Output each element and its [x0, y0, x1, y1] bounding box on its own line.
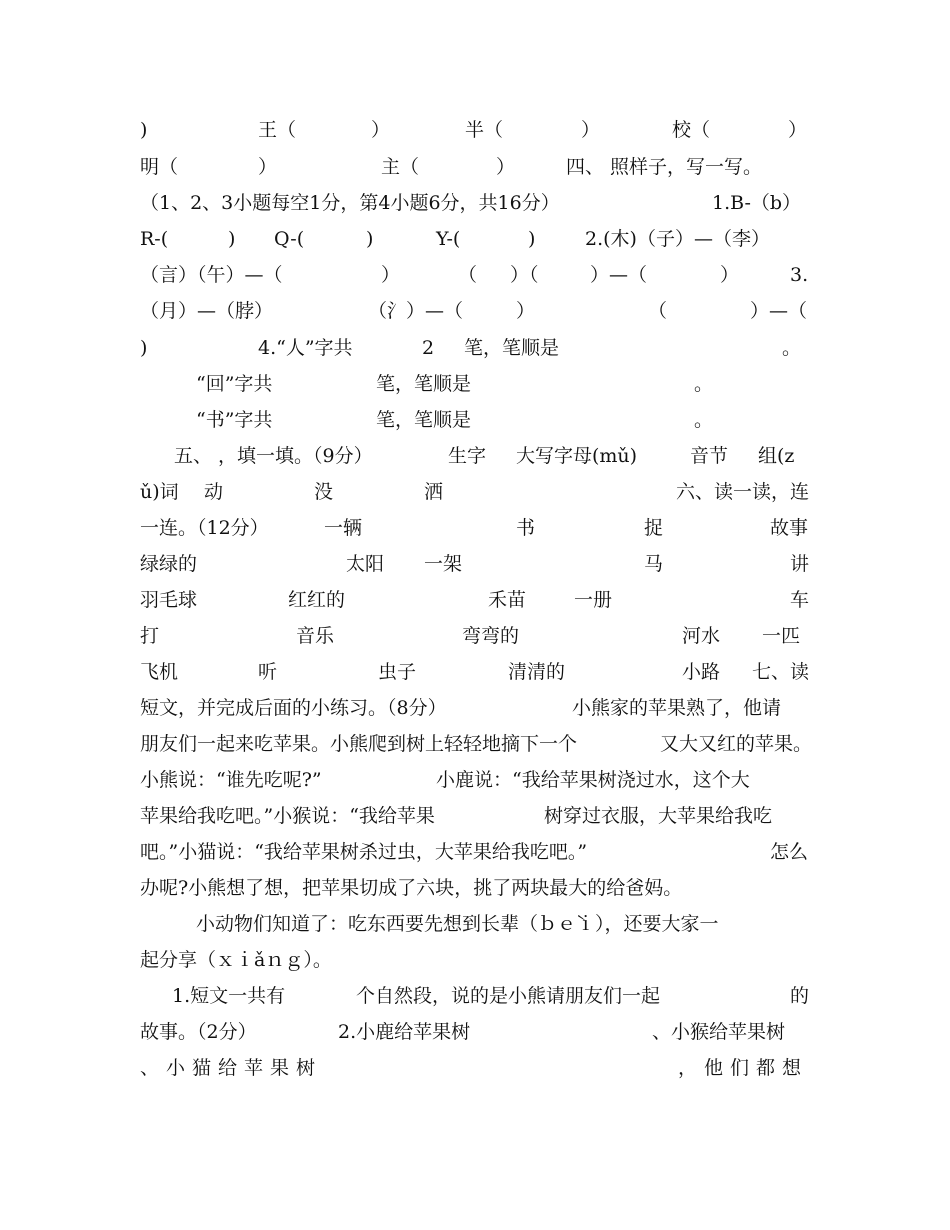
- text-segment: 车: [790, 589, 810, 611]
- text-line: [0, 112, 950, 148]
- text-segment: 苹果给我吃吧。”小猴说：“我给苹果: [140, 805, 435, 827]
- text-segment: 故事: [770, 517, 809, 539]
- text-segment: ）—（: [590, 264, 648, 286]
- text-segment: 音节: [690, 445, 729, 467]
- text-segment: 笔，笔顺是: [376, 373, 472, 395]
- text-segment: 2: [422, 337, 435, 359]
- text-line: [0, 366, 950, 402]
- text-segment: ）: [381, 264, 401, 286]
- text-segment: ）: [516, 300, 536, 322]
- text-segment: ): [528, 228, 536, 250]
- text-segment: 禾苗: [488, 589, 527, 611]
- text-segment: 没: [314, 481, 334, 503]
- text-line: [0, 402, 950, 438]
- text-segment: 。: [694, 409, 714, 431]
- text-segment: 王（: [258, 119, 297, 141]
- text-segment: 生字: [448, 445, 487, 467]
- text-segment: 小熊说：“谁先吃呢?”: [140, 769, 322, 791]
- text-segment: （1、2、3小题每空1分，第4小题6分，共16分）: [140, 192, 560, 214]
- text-segment: ）: [788, 119, 808, 141]
- text-segment: 小熊家的苹果熟了，他请: [572, 697, 782, 719]
- text-line: [0, 221, 950, 257]
- text-segment: 一架: [424, 553, 463, 575]
- text-line: [0, 906, 950, 942]
- text-segment: 树穿过衣服，大苹果给我吃: [544, 805, 773, 827]
- text-segment: 太阳: [346, 553, 385, 575]
- text-segment: “回”字共: [196, 373, 273, 395]
- text-segment: ）: [581, 119, 601, 141]
- text-segment: （月）—（脖）: [140, 300, 274, 322]
- text-segment: ）: [720, 264, 740, 286]
- text-segment: 四、 照样子，写一写。: [566, 156, 763, 178]
- text-segment: 主（: [381, 156, 420, 178]
- text-segment: 明（: [140, 156, 179, 178]
- text-line: [0, 690, 950, 726]
- text-segment: 小动物们知道了：吃东西要先想到长辈（ｂｅ̀ｉ），还要大家一: [196, 913, 719, 935]
- text-segment: 音乐: [296, 625, 335, 647]
- text-segment: 绿绿的: [140, 553, 198, 575]
- text-line: [0, 654, 950, 690]
- text-segment: 1.B-（b）: [712, 192, 802, 214]
- text-segment: ): [366, 228, 374, 250]
- text-segment: Y-(: [436, 228, 461, 250]
- text-segment: 马: [644, 553, 664, 575]
- text-segment: 2.小鹿给苹果树: [338, 1021, 471, 1043]
- text-segment: 动: [204, 481, 224, 503]
- text-segment: 一匹: [762, 625, 801, 647]
- text-segment: ）: [258, 156, 278, 178]
- text-segment: 小路: [682, 661, 721, 683]
- text-line: [0, 330, 950, 366]
- text-segment: 3.: [790, 264, 809, 286]
- text-segment: 清清的: [508, 661, 566, 683]
- text-segment: 又大又红的苹果。: [660, 733, 813, 755]
- text-segment: 一连。（12分）: [140, 517, 269, 539]
- text-line: [0, 870, 950, 906]
- text-segment: 六、读一读，连: [676, 481, 810, 503]
- text-segment: 笔，笔顺是: [376, 409, 472, 431]
- text-segment: R-(: [140, 228, 169, 250]
- text-segment: “书”字共: [196, 409, 273, 431]
- text-segment: ǔ)词: [140, 481, 179, 503]
- text-segment: 听: [258, 661, 278, 683]
- text-segment: 红红的: [288, 589, 346, 611]
- text-segment: 飞机: [140, 661, 179, 683]
- text-segment: 个自然段，说的是小熊请朋友们一起: [356, 985, 661, 1007]
- text-line: [0, 438, 950, 474]
- text-segment: （氵）—（: [368, 300, 464, 322]
- text-line: [0, 257, 950, 293]
- text-segment: 打: [140, 625, 160, 647]
- text-segment: 、小猴给苹果树: [652, 1021, 786, 1043]
- text-line: [0, 546, 950, 582]
- text-segment: 吧。”小猫说：“我给苹果树杀过虫，大苹果给我吃吧。”: [140, 841, 588, 863]
- text-line: [0, 1050, 950, 1086]
- text-segment: 讲: [790, 553, 810, 575]
- text-segment: 起分享（ｘｉǎｎｇ）。: [140, 949, 332, 971]
- text-segment: ): [140, 337, 148, 359]
- text-segment: 羽毛球: [140, 589, 198, 611]
- text-segment: ）（: [510, 264, 539, 286]
- text-segment: 虫子: [378, 661, 417, 683]
- text-segment: 书: [516, 517, 536, 539]
- text-segment: ）—（: [750, 300, 808, 322]
- text-line: [0, 834, 950, 870]
- text-segment: （: [648, 300, 668, 322]
- text-line: [0, 293, 950, 329]
- text-line: [0, 149, 950, 185]
- text-segment: 一册: [574, 589, 613, 611]
- text-line: [0, 762, 950, 798]
- text-segment: 半（: [465, 119, 504, 141]
- text-segment: Q-(: [274, 228, 305, 250]
- text-line: [0, 185, 950, 221]
- text-segment: 办呢?小熊想了想，把苹果切成了六块，挑了两块最大的给爸妈。: [140, 877, 683, 899]
- text-line: [0, 726, 950, 762]
- text-segment: 、小猫给苹果树: [140, 1057, 323, 1079]
- text-line: [0, 942, 950, 978]
- text-segment: 故事。（2分）: [140, 1021, 257, 1043]
- text-segment: （: [458, 264, 478, 286]
- text-segment: 洒: [424, 481, 444, 503]
- text-segment: 朋友们一起来吃苹果。小熊爬到树上轻轻地摘下一个: [140, 733, 578, 755]
- text-segment: 五、 ，填一填。（9分）: [174, 445, 373, 467]
- text-segment: 怎么: [770, 841, 809, 863]
- text-line: [0, 798, 950, 834]
- text-line: [0, 618, 950, 654]
- text-line: [0, 474, 950, 510]
- text-line: [0, 582, 950, 618]
- text-segment: 的: [790, 985, 810, 1007]
- text-segment: （言）（午）—（: [140, 264, 283, 286]
- text-segment: 。: [782, 337, 802, 359]
- text-segment: 一辆: [324, 517, 363, 539]
- text-segment: ): [228, 228, 236, 250]
- text-segment: 4.“人”字共: [258, 337, 353, 359]
- text-line: [0, 1014, 950, 1050]
- text-segment: 组(z: [758, 445, 795, 467]
- text-segment: ）: [496, 156, 516, 178]
- text-segment: 。: [694, 373, 714, 395]
- text-segment: 笔，笔顺是: [464, 337, 560, 359]
- text-segment: 大写字母(mǔ): [516, 445, 638, 467]
- text-segment: 弯弯的: [462, 625, 520, 647]
- text-segment: 捉: [644, 517, 664, 539]
- text-segment: 1.短文一共有: [172, 985, 286, 1007]
- text-segment: ）: [371, 119, 391, 141]
- text-segment: 校（: [672, 119, 711, 141]
- text-line: [0, 978, 950, 1014]
- text-segment: 小鹿说：“我给苹果树浇过水，这个大: [436, 769, 750, 791]
- text-segment: 短文，并完成后面的小练习。（8分）: [140, 697, 447, 719]
- text-segment: 七、读: [752, 661, 810, 683]
- text-line: [0, 510, 950, 546]
- text-segment: 河水: [682, 625, 721, 647]
- text-segment: ，他们都想: [678, 1057, 809, 1079]
- text-segment: ): [140, 119, 148, 141]
- text-segment: 2.(木)（子）—（李）: [585, 228, 770, 250]
